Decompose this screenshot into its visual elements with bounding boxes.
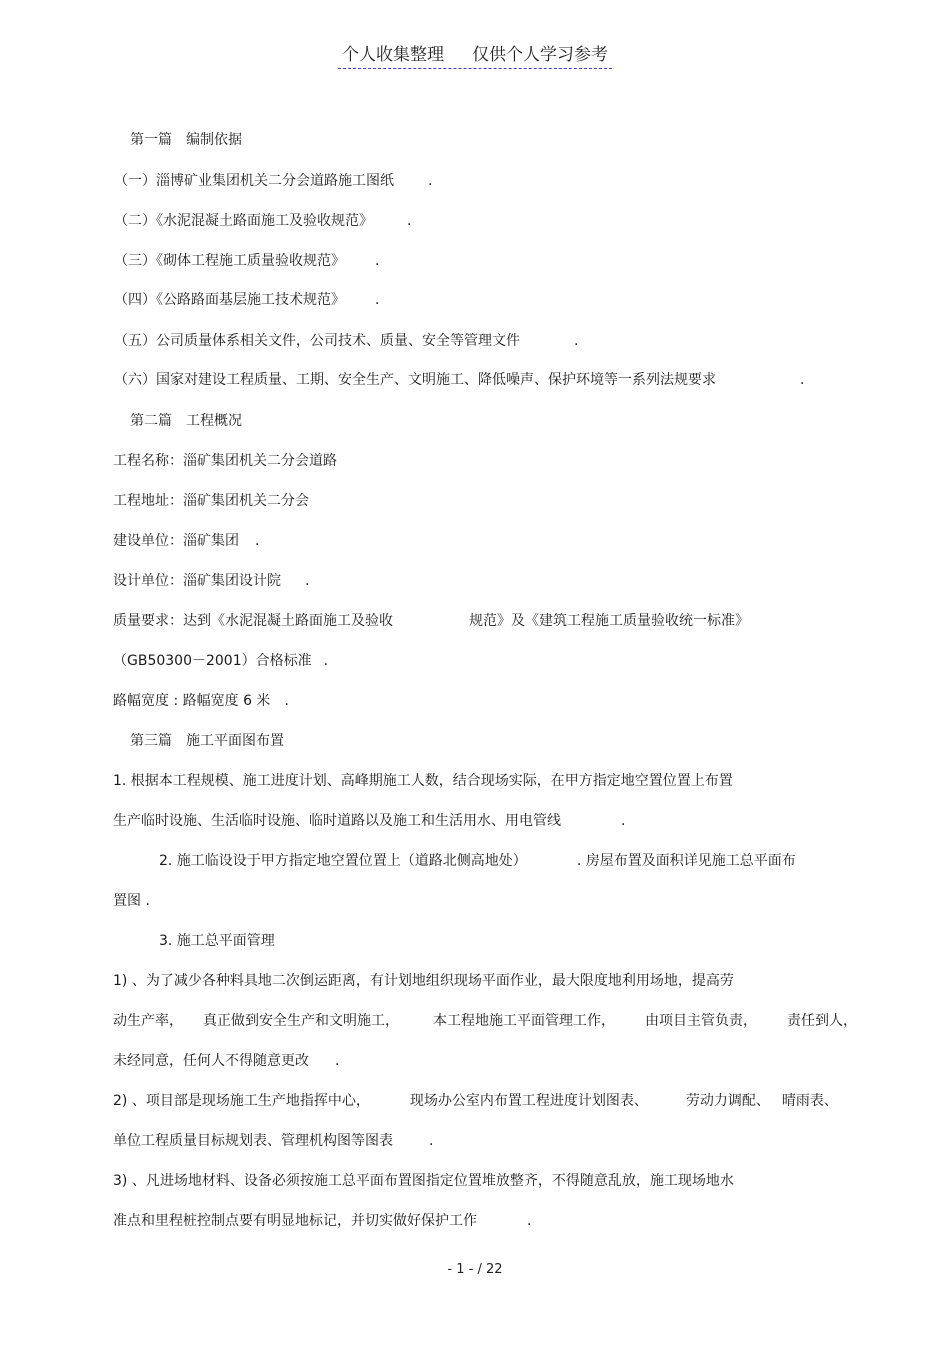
section-2-title: 第二篇 工程概况 (130, 413, 242, 429)
layout-para-2-line-1: 2. 施工临设设于甲方指定地空置位置上（道路北侧高地处） . 房屋布置及面积详见施工总平面布 (159, 853, 796, 869)
project-name: 工程名称：淄矿集团机关二分会道路 (113, 453, 337, 469)
basis-item-4: （四）《公路路面基层施工技术规范》 . (114, 292, 380, 308)
rule-2-line-2: 单位工程质量目标规划表、管理机构图等图表 . (113, 1133, 434, 1149)
page-number: - 1 - / 22 (447, 1262, 503, 1277)
layout-para-2-line-2: 置图 . (113, 893, 150, 909)
rule-1-line-1: 1) 、为了减少各种料具地二次倒运距离，有计划地组织现场平面作业，最大限度地利用场地，提高劳 (113, 973, 734, 989)
quality-requirement: 质量要求：达到《水泥混凝土路面施工及验收 规范》及《建筑工程施工质量验收统一标准》 (113, 613, 749, 629)
rule-1-line-2: 动生产率， 真正做到安全生产和文明施工， 本工程地施工平面管理工作， 由项目主管负责， 责任到人， (113, 1013, 857, 1029)
rule-3-line-2: 准点和里程桩控制点要有明显地标记，并切实做好保护工作 . (113, 1213, 532, 1229)
layout-para-1-line-1: 1. 根据本工程规模、施工进度计划、高峰期施工人数，结合现场实际，在甲方指定地空置位置上布置 (113, 773, 733, 789)
section-3-title: 第三篇 施工平面图布置 (130, 733, 284, 749)
layout-para-3-title: 3. 施工总平面管理 (159, 933, 275, 949)
basis-item-3: （三）《砌体工程施工质量验收规范》 . (114, 253, 380, 269)
project-builder: 建设单位：淄矿集团 . (113, 533, 260, 549)
page-header (0, 40, 950, 69)
layout-para-1-line-2: 生产临时设施、生活临时设施、临时道路以及施工和生活用水、用电管线 . (113, 813, 626, 829)
basis-item-1: （一）淄博矿业集团机关二分会道路施工图纸 . (114, 173, 433, 189)
header-left: 个人收集整理 (342, 45, 444, 65)
section-1-title: 第一篇 编制依据 (130, 132, 242, 148)
basis-item-6: （六）国家对建设工程质量、工期、安全生产、文明施工、降低噪声、保护环境等一系列法规要求 . (114, 372, 805, 388)
rule-2-line-1: 2) 、项目部是现场施工生产地指挥中心， 现场办公室内布置工程进度计划图表、 劳动力调配、 晴雨表、 (113, 1093, 838, 1109)
rule-1-line-3: 未经同意，任何人不得随意更改 . (113, 1053, 340, 1069)
quality-standard: （GB50300－2001）合格标准 . (113, 653, 329, 669)
basis-item-5: （五）公司质量体系相关文件，公司技术、质量、安全等管理文件 . (114, 333, 579, 349)
road-width: 路幅宽度 : 路幅宽度 6 米 . (113, 693, 289, 709)
basis-item-2: （二）《水泥混凝土路面施工及验收规范》 . (114, 213, 412, 229)
project-address: 工程地址：淄矿集团机关二分会 (113, 493, 309, 509)
header-text (338, 40, 612, 69)
project-designer: 设计单位：淄矿集团设计院 . (113, 573, 310, 589)
rule-3-line-1: 3) 、凡进场地材料、设备必须按施工总平面布置图指定位置堆放整齐，不得随意乱放，施工现场地水 (113, 1173, 734, 1189)
header-right: 仅供个人学习参考 (472, 45, 608, 65)
